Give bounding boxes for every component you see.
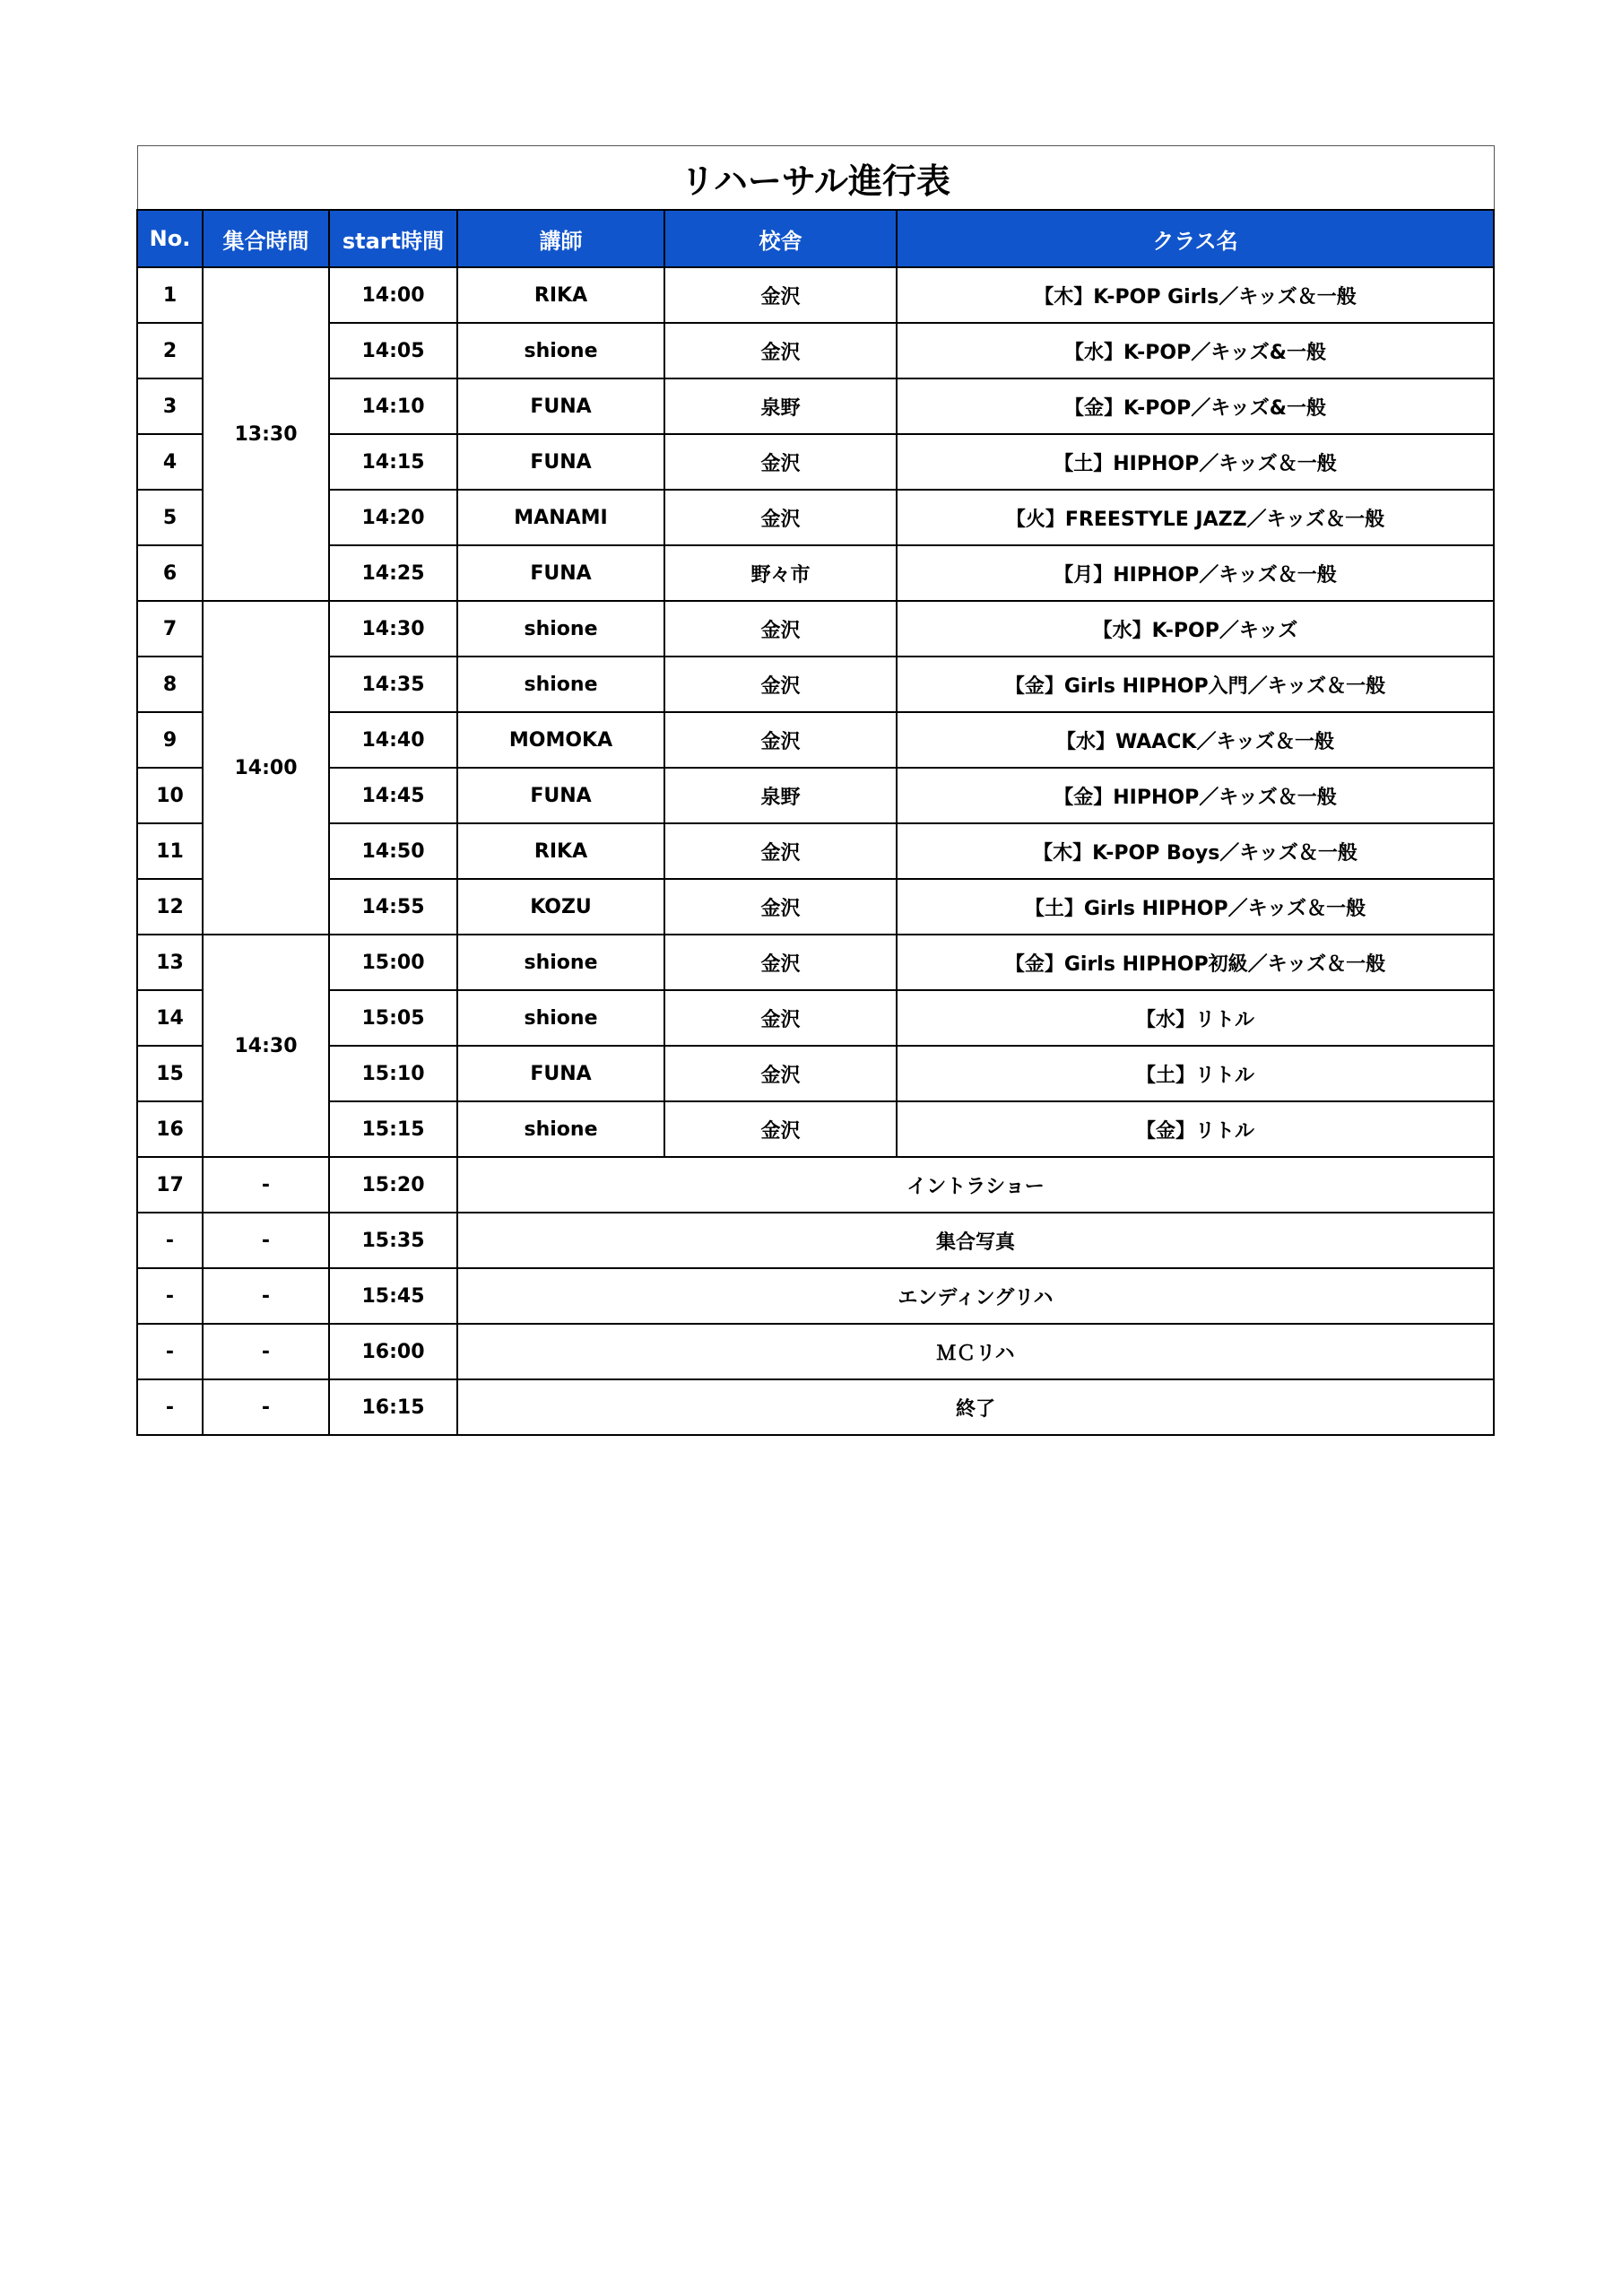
header-class-name: クラス名	[897, 210, 1494, 267]
table-row	[137, 823, 1494, 879]
cell-start-time: 14:20	[329, 490, 457, 545]
cell-start-time: 14:45	[329, 768, 457, 823]
cell-gather-time: 14:30	[203, 935, 329, 1157]
cell-start-time: 15:35	[329, 1213, 457, 1268]
cell-start-time: 14:05	[329, 323, 457, 378]
table-row	[137, 935, 1494, 990]
cell-school: 金沢	[664, 490, 897, 545]
cell-no: 11	[137, 823, 203, 879]
cell-start-time: 15:05	[329, 990, 457, 1046]
cell-teacher: FUNA	[457, 434, 664, 490]
cell-no: 8	[137, 657, 203, 712]
cell-class-name: 【月】HIPHOP／キッズ＆一般	[897, 545, 1494, 601]
cell-class-name: 【火】FREESTYLE JAZZ／キッズ＆一般	[897, 490, 1494, 545]
cell-class-name: 【水】K-POP／キッズ	[897, 601, 1494, 657]
table-row	[137, 1213, 1494, 1268]
table-row	[137, 1101, 1494, 1157]
cell-event: イントラショー	[457, 1157, 1494, 1213]
cell-start-time: 15:00	[329, 935, 457, 990]
cell-teacher: FUNA	[457, 378, 664, 434]
cell-no: 9	[137, 712, 203, 768]
cell-start-time: 16:00	[329, 1324, 457, 1379]
table-row	[137, 657, 1494, 712]
cell-teacher: RIKA	[457, 823, 664, 879]
cell-gather-time: -	[203, 1268, 329, 1324]
cell-teacher: shione	[457, 323, 664, 378]
cell-event: 集合写真	[457, 1213, 1494, 1268]
cell-gather-time: -	[203, 1379, 329, 1435]
cell-school: 金沢	[664, 657, 897, 712]
cell-class-name: 【水】リトル	[897, 990, 1494, 1046]
cell-no: 12	[137, 879, 203, 935]
cell-no: 15	[137, 1046, 203, 1101]
cell-school: 泉野	[664, 768, 897, 823]
cell-no: 10	[137, 768, 203, 823]
cell-class-name: 【木】K-POP Girls／キッズ＆一般	[897, 267, 1494, 323]
cell-school: 金沢	[664, 935, 897, 990]
cell-class-name: 【土】リトル	[897, 1046, 1494, 1101]
cell-gather-time: -	[203, 1324, 329, 1379]
cell-school: 金沢	[664, 1101, 897, 1157]
cell-gather-time: 14:00	[203, 601, 329, 935]
cell-start-time: 14:15	[329, 434, 457, 490]
cell-class-name: 【水】WAACK／キッズ＆一般	[897, 712, 1494, 768]
cell-school: 金沢	[664, 1046, 897, 1101]
cell-start-time: 15:20	[329, 1157, 457, 1213]
cell-start-time: 14:10	[329, 378, 457, 434]
cell-class-name: 【金】HIPHOP／キッズ＆一般	[897, 768, 1494, 823]
header-teacher: 講師	[457, 210, 664, 267]
table-row	[137, 1268, 1494, 1324]
cell-teacher: FUNA	[457, 768, 664, 823]
table-row	[137, 490, 1494, 545]
cell-class-name: 【水】K-POP／キッズ&一般	[897, 323, 1494, 378]
cell-start-time: 16:15	[329, 1379, 457, 1435]
cell-start-time: 14:30	[329, 601, 457, 657]
cell-no: 4	[137, 434, 203, 490]
cell-no: -	[137, 1379, 203, 1435]
cell-event: エンディングリハ	[457, 1268, 1494, 1324]
table-row	[137, 545, 1494, 601]
table-row	[137, 990, 1494, 1046]
header-school: 校舎	[664, 210, 897, 267]
cell-start-time: 15:45	[329, 1268, 457, 1324]
cell-teacher: shione	[457, 601, 664, 657]
cell-start-time: 14:00	[329, 267, 457, 323]
header-no: No.	[137, 210, 203, 267]
cell-no: 1	[137, 267, 203, 323]
cell-no: 2	[137, 323, 203, 378]
cell-class-name: 【土】HIPHOP／キッズ＆一般	[897, 434, 1494, 490]
cell-gather-time: -	[203, 1213, 329, 1268]
cell-school: 野々市	[664, 545, 897, 601]
cell-no: -	[137, 1213, 203, 1268]
cell-start-time: 14:25	[329, 545, 457, 601]
table-row	[137, 1157, 1494, 1213]
cell-gather-time: -	[203, 1157, 329, 1213]
table-row	[137, 378, 1494, 434]
table-row	[137, 1046, 1494, 1101]
cell-start-time: 14:50	[329, 823, 457, 879]
cell-no: 7	[137, 601, 203, 657]
cell-no: -	[137, 1324, 203, 1379]
rehearsal-schedule-table	[136, 145, 1495, 1436]
header-start-time: start時間	[329, 210, 457, 267]
cell-school: 金沢	[664, 823, 897, 879]
cell-teacher: shione	[457, 935, 664, 990]
cell-no: 5	[137, 490, 203, 545]
cell-teacher: KOZU	[457, 879, 664, 935]
cell-start-time: 15:10	[329, 1046, 457, 1101]
cell-class-name: 【金】K-POP／キッズ&一般	[897, 378, 1494, 434]
cell-start-time: 14:40	[329, 712, 457, 768]
table-row	[137, 434, 1494, 490]
table-row	[137, 267, 1494, 323]
cell-start-time: 14:55	[329, 879, 457, 935]
cell-teacher: MOMOKA	[457, 712, 664, 768]
cell-class-name: 【土】Girls HIPHOP／キッズ＆一般	[897, 879, 1494, 935]
page-title: リハーサル進行表	[137, 146, 1494, 211]
table-row	[137, 1324, 1494, 1379]
table-row	[137, 323, 1494, 378]
cell-school: 金沢	[664, 601, 897, 657]
cell-no: 13	[137, 935, 203, 990]
cell-teacher: MANAMI	[457, 490, 664, 545]
cell-class-name: 【金】Girls HIPHOP初級／キッズ＆一般	[897, 935, 1494, 990]
cell-class-name: 【金】Girls HIPHOP入門／キッズ＆一般	[897, 657, 1494, 712]
cell-start-time: 15:15	[329, 1101, 457, 1157]
cell-school: 金沢	[664, 990, 897, 1046]
table-row	[137, 712, 1494, 768]
header-gather-time: 集合時間	[203, 210, 329, 267]
cell-teacher: FUNA	[457, 545, 664, 601]
cell-school: 金沢	[664, 267, 897, 323]
cell-no: 14	[137, 990, 203, 1046]
header-row	[137, 210, 1494, 267]
cell-school: 金沢	[664, 712, 897, 768]
cell-no: 3	[137, 378, 203, 434]
table-row	[137, 1379, 1494, 1435]
table-row	[137, 879, 1494, 935]
cell-no: 17	[137, 1157, 203, 1213]
cell-no: -	[137, 1268, 203, 1324]
cell-teacher: RIKA	[457, 267, 664, 323]
cell-school: 金沢	[664, 323, 897, 378]
cell-class-name: 【金】リトル	[897, 1101, 1494, 1157]
cell-teacher: shione	[457, 1101, 664, 1157]
cell-school: 泉野	[664, 378, 897, 434]
cell-teacher: FUNA	[457, 1046, 664, 1101]
table-row	[137, 768, 1494, 823]
cell-event: 終了	[457, 1379, 1494, 1435]
cell-gather-time: 13:30	[203, 267, 329, 601]
cell-school: 金沢	[664, 434, 897, 490]
table-row	[137, 601, 1494, 657]
cell-teacher: shione	[457, 657, 664, 712]
cell-class-name: 【木】K-POP Boys／キッズ＆一般	[897, 823, 1494, 879]
cell-no: 6	[137, 545, 203, 601]
cell-event: ＭＣリハ	[457, 1324, 1494, 1379]
cell-no: 16	[137, 1101, 203, 1157]
cell-teacher: shione	[457, 990, 664, 1046]
cell-school: 金沢	[664, 879, 897, 935]
cell-start-time: 14:35	[329, 657, 457, 712]
